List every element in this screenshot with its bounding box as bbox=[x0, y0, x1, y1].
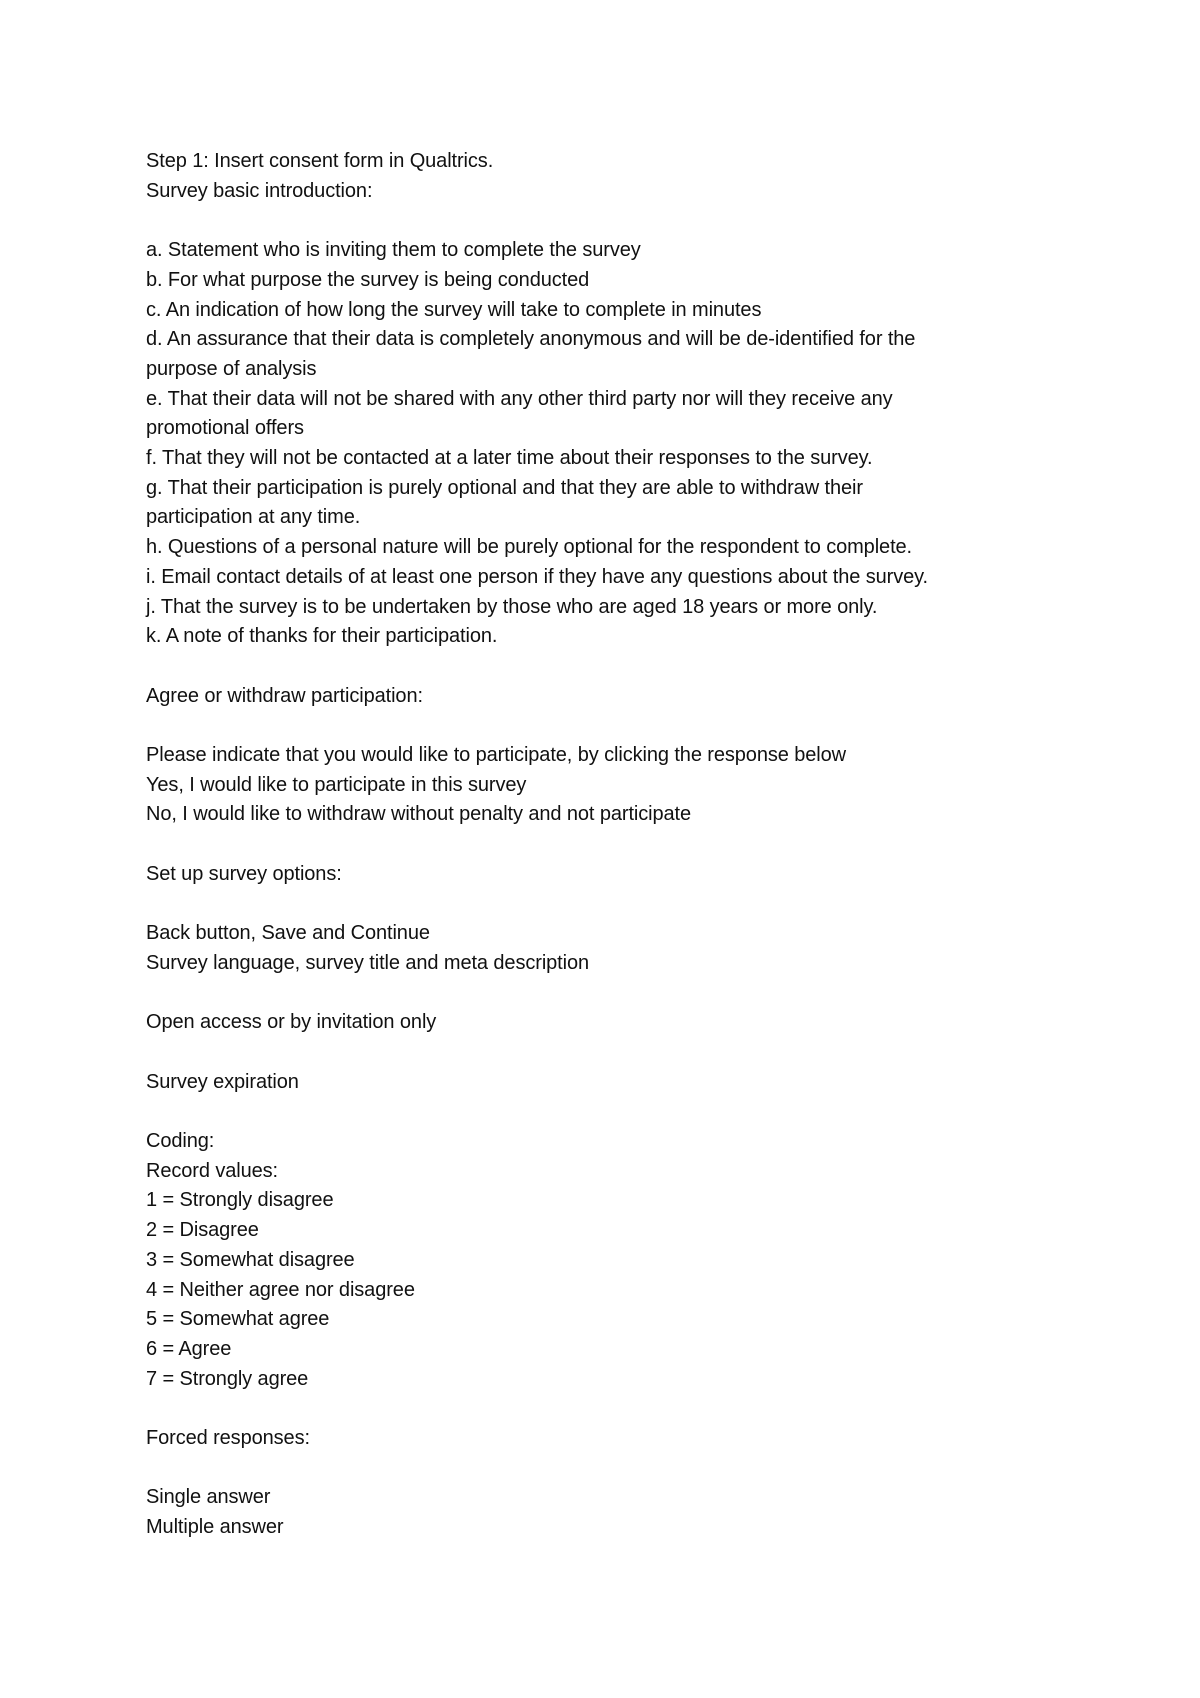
blank-line bbox=[146, 1097, 1046, 1127]
agree-prompt: Please indicate that you would like to participate, by clicking the response below bbox=[146, 744, 846, 767]
coding-title: Coding: bbox=[146, 1130, 215, 1153]
agree-no-option: No, I would like to withdraw without penalty and not participate bbox=[146, 803, 692, 826]
blank-line bbox=[146, 206, 1046, 236]
intro-item-d-line-2: purpose of analysis bbox=[146, 357, 317, 380]
intro-item-e-line-2: promotional offers bbox=[146, 417, 304, 440]
record-values-title: Record values: bbox=[146, 1159, 278, 1182]
intro-item-j-line-1: j. That the survey is to be undertaken by those who are aged 18 years or more only. bbox=[146, 595, 878, 618]
intro-item-g-line-2: participation at any time. bbox=[146, 506, 361, 529]
step-heading: Step 1: Insert consent form in Qualtrics. bbox=[146, 150, 494, 172]
forced-multiple: Multiple answer bbox=[146, 1516, 284, 1539]
blank-line bbox=[146, 1038, 1046, 1068]
intro-item-c-line-1: c. An indication of how long the survey will take to complete in minutes bbox=[146, 298, 762, 321]
intro-item-k-line-1: k. A note of thanks for their participation. bbox=[146, 625, 498, 648]
record-value-5: 5 = Somewhat agree bbox=[146, 1308, 330, 1331]
blank-line bbox=[146, 1454, 1046, 1484]
intro-item-a-line-1: a. Statement who is inviting them to complete the survey bbox=[146, 239, 641, 262]
intro-item-c bbox=[146, 296, 1046, 326]
options-line-2: Survey language, survey title and meta description bbox=[146, 951, 590, 974]
intro-item-h-line-1: h. Questions of a personal nature will be purely optional for the respondent to complete. bbox=[146, 536, 913, 559]
record-value-2: 2 = Disagree bbox=[146, 1219, 259, 1242]
intro-item-f bbox=[146, 444, 1046, 474]
blank-line bbox=[146, 711, 1046, 741]
intro-list bbox=[146, 236, 1046, 652]
intro-item-i-line-1: i. Email contact details of at least one person if they have any questions about the survey. bbox=[146, 565, 929, 588]
record-value-1: 1 = Strongly disagree bbox=[146, 1189, 334, 1212]
intro-item-d bbox=[146, 325, 1046, 384]
intro-item-g bbox=[146, 474, 1046, 533]
record-value-4: 4 = Neither agree nor disagree bbox=[146, 1278, 415, 1301]
record-value-7: 7 = Strongly agree bbox=[146, 1367, 309, 1390]
blank-line bbox=[146, 652, 1046, 682]
options-title: Set up survey options: bbox=[146, 862, 342, 885]
intro-item-a bbox=[146, 236, 1046, 266]
intro-title: Survey basic introduction: bbox=[146, 179, 373, 202]
document-body bbox=[146, 147, 1046, 1543]
record-value-6: 6 = Agree bbox=[146, 1338, 232, 1360]
agree-title: Agree or withdraw participation: bbox=[146, 684, 423, 707]
intro-item-h bbox=[146, 533, 1046, 563]
intro-item-j bbox=[146, 593, 1046, 623]
record-value-3: 3 = Somewhat disagree bbox=[146, 1248, 355, 1271]
intro-item-i bbox=[146, 563, 1046, 593]
agree-yes-option: Yes, I would like to participate in this survey bbox=[146, 773, 527, 796]
intro-item-b-line-1: b. For what purpose the survey is being conducted bbox=[146, 268, 590, 291]
blank-line bbox=[146, 890, 1046, 920]
intro-item-e-line-1: e. That their data will not be shared with any other third party nor will they receive any bbox=[146, 387, 893, 410]
options-expiration: Survey expiration bbox=[146, 1070, 299, 1093]
blank-line bbox=[146, 1394, 1046, 1424]
intro-item-k bbox=[146, 622, 1046, 652]
options-access: Open access or by invitation only bbox=[146, 1011, 437, 1034]
record-values-list bbox=[146, 1186, 1046, 1394]
intro-item-b bbox=[146, 266, 1046, 296]
forced-title: Forced responses: bbox=[146, 1427, 310, 1450]
intro-item-g-line-1: g. That their participation is purely optional and that they are able to withdraw their bbox=[146, 476, 863, 499]
intro-item-e bbox=[146, 385, 1046, 444]
blank-line bbox=[146, 830, 1046, 860]
intro-item-f-line-1: f. That they will not be contacted at a later time about their responses to the survey. bbox=[146, 447, 873, 470]
forced-single: Single answer bbox=[146, 1486, 271, 1509]
options-line-1: Back button, Save and Continue bbox=[146, 922, 430, 945]
intro-item-d-line-1: d. An assurance that their data is completely anonymous and will be de-identified for the bbox=[146, 328, 916, 351]
blank-line bbox=[146, 979, 1046, 1009]
